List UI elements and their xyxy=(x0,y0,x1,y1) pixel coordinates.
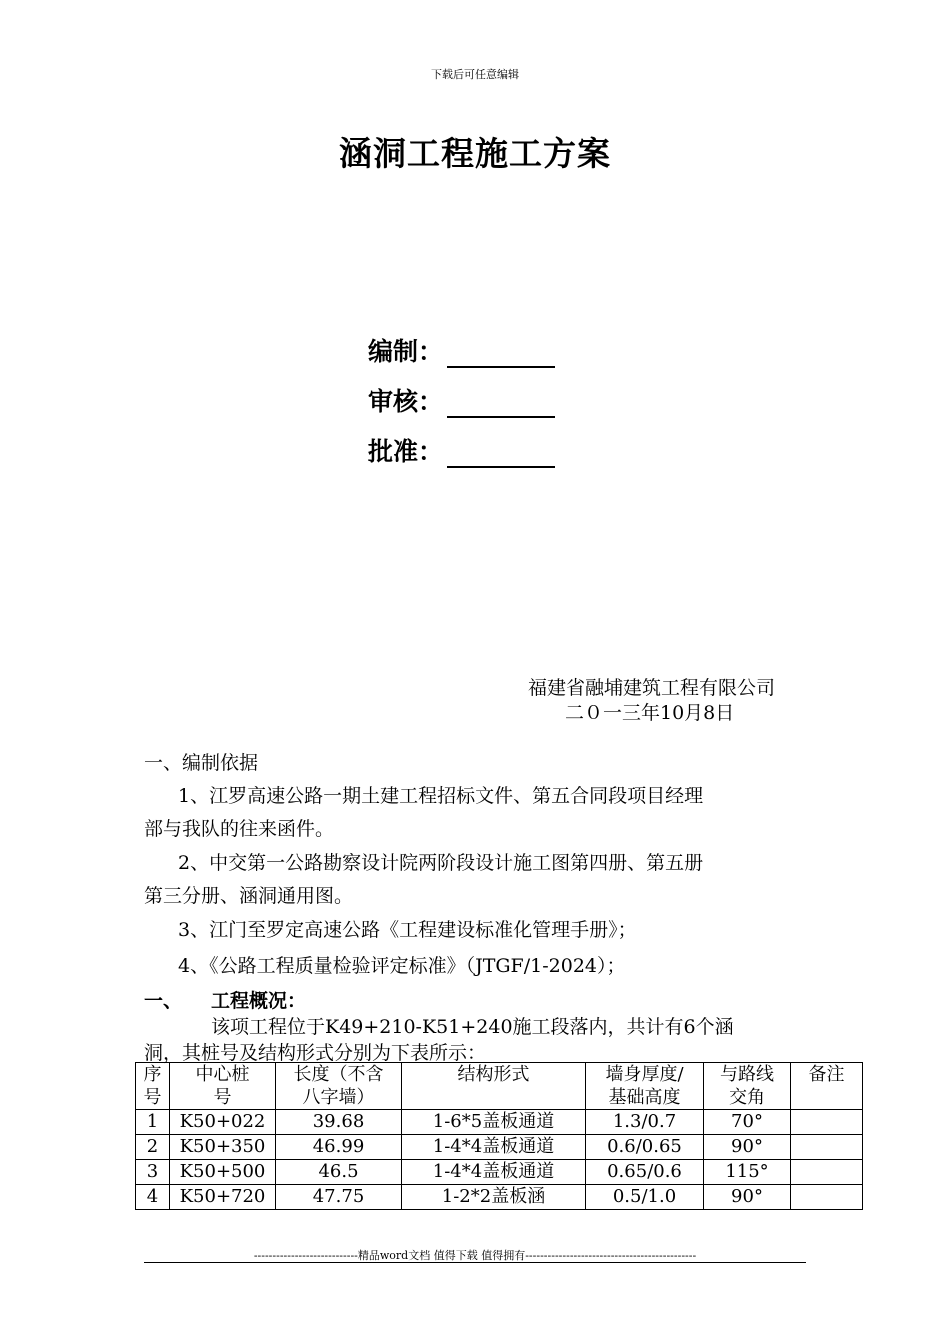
cell-length: 47.75 xyxy=(276,1185,402,1210)
cell-remarks xyxy=(791,1185,863,1210)
signature-row-compiled xyxy=(368,332,555,368)
signature-blank[interactable] xyxy=(447,340,555,368)
cell-structure: 1-4*4盖板通道 xyxy=(402,1135,586,1160)
basis-item-2-line1: 2、中交第一公路勘察设计院两阶段设计施工图第四册、第五册 xyxy=(178,852,704,874)
cell-remarks xyxy=(791,1160,863,1185)
cell-angle: 70° xyxy=(704,1110,791,1135)
cell-structure: 1-2*2盖板涵 xyxy=(402,1185,586,1210)
cell-index: 3 xyxy=(136,1160,170,1185)
issue-date: 二０一三年10月8日 xyxy=(565,702,735,724)
issuer-company: 福建省融埔建筑工程有限公司 xyxy=(528,677,776,699)
cell-station: K50+500 xyxy=(170,1160,276,1185)
header-wall-thickness: 墙身厚度/ 基础高度 xyxy=(586,1063,704,1110)
table-row xyxy=(136,1185,863,1210)
header-angle: 与路线 交角 xyxy=(704,1063,791,1110)
cell-angle: 115° xyxy=(704,1160,791,1185)
section1-heading: 一、编制依据 xyxy=(144,752,259,774)
cell-angle: 90° xyxy=(704,1135,791,1160)
table-row xyxy=(136,1160,863,1185)
overview-line2: 洞，其桩号及结构形式分别为下表所示： xyxy=(144,1042,487,1064)
cell-station: K50+350 xyxy=(170,1135,276,1160)
header-remarks: 备注 xyxy=(791,1063,863,1110)
cell-wall-thickness: 0.6/0.65 xyxy=(586,1135,704,1160)
cell-wall-thickness: 0.65/0.6 xyxy=(586,1160,704,1185)
cell-length: 46.5 xyxy=(276,1160,402,1185)
table-row xyxy=(136,1135,863,1160)
header-index: 序 号 xyxy=(136,1063,170,1110)
cell-structure: 1-6*5盖板通道 xyxy=(402,1110,586,1135)
footer-text: ----------------------------精品word文档 值得下载 值得拥有---------------------------------------------- xyxy=(253,1249,697,1262)
cell-index: 4 xyxy=(136,1185,170,1210)
header-station: 中心桩 号 xyxy=(170,1063,276,1110)
cell-length: 46.99 xyxy=(276,1135,402,1160)
header-structure: 结构形式 xyxy=(402,1063,586,1110)
signature-row-reviewed xyxy=(368,382,555,418)
cell-index: 2 xyxy=(136,1135,170,1160)
header-note: 下载后可任意编辑 xyxy=(431,68,519,81)
header-length: 长度（不含 八字墙） xyxy=(276,1063,402,1110)
table-row xyxy=(136,1110,863,1135)
footer-divider xyxy=(144,1262,806,1263)
signature-label: 批准： xyxy=(368,437,444,466)
cell-remarks xyxy=(791,1135,863,1160)
signature-label: 审核： xyxy=(368,387,444,416)
cell-wall-thickness: 1.3/0.7 xyxy=(586,1110,704,1135)
basis-item-4: 4、《公路工程质量检验评定标准》（JTGF/1-2024）； xyxy=(178,955,626,977)
document-title: 涵洞工程施工方案 xyxy=(339,134,611,173)
basis-item-2-line2: 第三分册、涵洞通用图。 xyxy=(144,885,354,907)
cell-wall-thickness: 0.5/1.0 xyxy=(586,1185,704,1210)
cell-angle: 90° xyxy=(704,1185,791,1210)
cell-remarks xyxy=(791,1110,863,1135)
section2-number: 一、 xyxy=(144,990,183,1012)
signature-blank[interactable] xyxy=(447,440,555,468)
signature-label: 编制： xyxy=(368,337,444,366)
table-header-row xyxy=(136,1063,863,1110)
signature-row-approved xyxy=(368,432,555,468)
basis-item-1-line2: 部与我队的往来函件。 xyxy=(144,818,335,840)
cell-station: K50+022 xyxy=(170,1110,276,1135)
culvert-table xyxy=(135,1062,863,1210)
signature-blank[interactable] xyxy=(447,390,555,418)
section2-heading: 工程概况： xyxy=(211,990,307,1012)
cell-length: 39.68 xyxy=(276,1110,402,1135)
overview-line1: 该项工程位于K49+210-K51+240施工段落内，共计有6个涵 xyxy=(211,1016,734,1038)
cell-station: K50+720 xyxy=(170,1185,276,1210)
basis-item-1-line1: 1、江罗高速公路一期土建工程招标文件、第五合同段项目经理 xyxy=(178,785,704,807)
basis-item-3: 3、江门至罗定高速公路《工程建设标准化管理手册》； xyxy=(178,919,637,941)
cell-structure: 1-4*4盖板通道 xyxy=(402,1160,586,1185)
cell-index: 1 xyxy=(136,1110,170,1135)
